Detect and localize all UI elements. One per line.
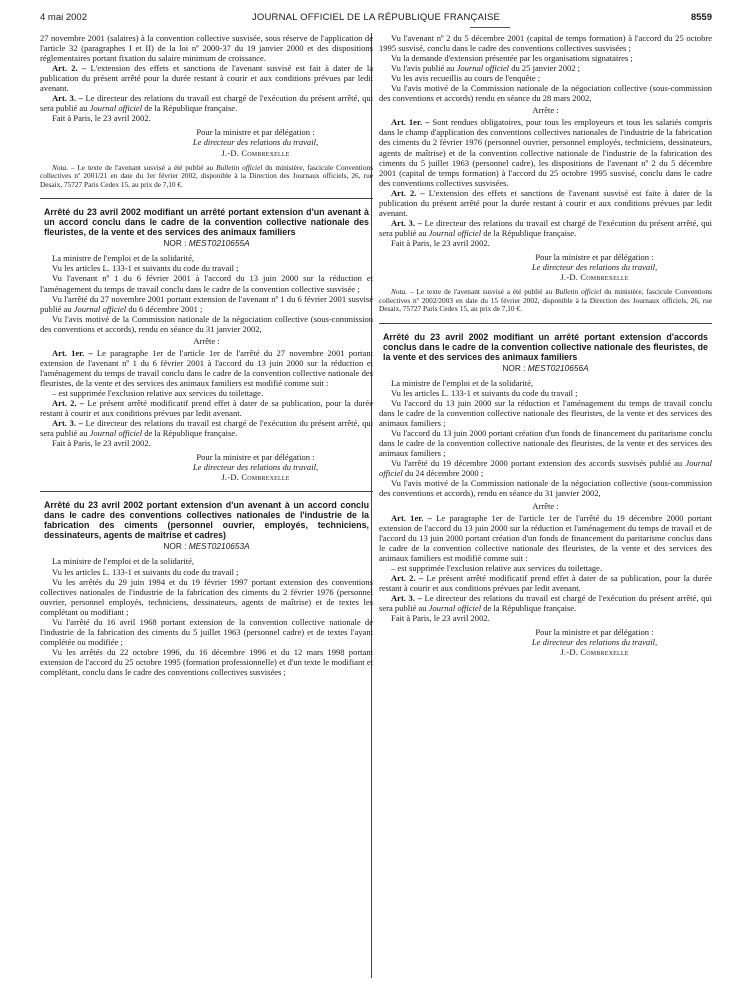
- paragraph: La ministre de l'emploi et de la solidarité,: [52, 253, 195, 264]
- paragraph: Vu les avis recueillis au cours de l'enquête ;: [391, 73, 541, 84]
- article: Art. 1er. – Le paragraphe 1er de l'article 1er de l'arrêté du 19 décembre 2000 portant extension de l'accord du 13 juin 2000 sur la réduction et l'aménagement du temps de travail et de l'accord du 13 juin 2000 portant création d'un fonds de financement du paritarisme conclus dans le cadre de la convention collective nationale des fleuristes, de la vente et des services des animaux familiers est modifié comme suit :: [379, 512, 712, 563]
- article: Art. 3. – Le directeur des relations du travail est chargé de l'exécution du présent arrêté, qui sera publié au Journal officiel de la République française.: [40, 93, 373, 114]
- paragraph: Vu la demande d'extension présentée par les organisations signataires ;: [391, 53, 633, 64]
- paragraph: Vu les articles L. 133-1 et suivants du code du travail ;: [391, 388, 578, 398]
- paragraph: Vu l'avis motivé de la Commission nationale de la négociation collective (sous-commission des conventions et accords), rendu en séance du 31 janvier 2002,: [379, 478, 712, 499]
- signature-block: Pour la ministre et par délégation : Le directeur des relations du travail, J.-D. Combrexelle: [192, 127, 319, 158]
- signing-place-date: Fait à Paris, le 23 avril 2002.: [52, 438, 151, 449]
- paragraph: Vu l'avis motivé de la Commission nationale de la négociation collective (sous-commission des conventions et accords) rendu en séance du 28 mars 2002,: [379, 83, 712, 104]
- section-separator: [379, 323, 712, 324]
- nota: Nota. – Le texte de l'avenant susvisé a été publié au Bulletin officiel du ministère, fascicule Conventions collectives nº 2001/21 en date du 1er février 2002, disponible à la Direction des Journaux officiels, 26, rue Desaix, 75727 Paris Cedex 15, au prix de 7,10 €.: [40, 162, 373, 189]
- paragraph: Vu l'avenant nº 1 du 6 février 2001 à l'accord du 13 juin 2000 sur la réduction et l'aménagement du temps de travail conclu dans le cadre de la convention collective susvisée ;: [40, 273, 373, 294]
- paragraph: Vu les articles L. 133-1 et suivants du code du travail ;: [52, 263, 239, 274]
- paragraph: Vu l'arrêté du 19 décembre 2000 portant extension des accords susvisés publié au Journal officiel du 24 décembre 2000 ;: [379, 458, 712, 479]
- header-date: 4 mai 2002: [40, 12, 88, 23]
- article: Art. 3. – Le directeur des relations du travail est chargé de l'exécution du présent arrêté, qui sera publié au Journal officiel de la République française.: [379, 592, 712, 613]
- section-separator: [40, 198, 373, 199]
- signature-block: Pour la ministre et par délégation : Le directeur des relations du travail, J.-D. Combrexelle: [531, 251, 658, 283]
- signature-block: Pour la ministre et par délégation : Le directeur des relations du travail, J.-D. Combrexelle: [192, 452, 319, 483]
- page-header: [40, 12, 712, 26]
- section-separator: [40, 491, 373, 492]
- article: Art. 3. – Le directeur des relations du travail est chargé de l'exécution du présent arrêté, qui sera publié au Journal officiel de la République française.: [40, 418, 373, 439]
- header-rule: [470, 27, 510, 28]
- list-item: – est supprimée l'exclusion relative aux services du toilettage.: [391, 562, 603, 573]
- article: Art. 2. – L'extension des effets et sanctions de l'avenant susvisé est faite à dater de la publication du présent arrêté pour la durée restant à courir et aux conditions prévues par ledit avenant.: [379, 187, 713, 218]
- paragraph: Vu l'accord du 13 juin 2000 portant création d'un fonds de financement du paritarisme conclu dans le cadre de la convention collective nationale des fleuristes, de la vente et des services des animaux familiers ;: [379, 428, 712, 459]
- article: Art. 1er. – Sont rendues obligatoires, pour tous les employeurs et tous les salariés compris dans le champ d'application des conventions collectives nationales de l'industrie de la fabrication des ciments du 2 février 1976 (personnel ouvrier, personnel employés, techniciens, dessinateurs, agents de maîtrise) et de la convention collective nationale de l'industrie de la fabrication des ciments du 5 juillet 1963 (personnel cadre), les dispositions de l'avenant nº 2 du 5 décembre 2001 (capital de temps formation) à l'accord du 25 octobre 1995 susvisé, conclu dans le cadre des conventions collectives susvisées.: [379, 117, 712, 188]
- signature-block: Pour la ministre et par délégation : Le directeur des relations du travail, J.-D. Combrexelle: [531, 627, 658, 658]
- paragraph: Vu les arrêtés du 29 juin 1994 et du 19 février 1997 portant extension des conventions collectives nationales de l'industrie de la fabrication des ciments du 2 février 1976 (personnel ouvrier, personnel employés, techniciens, dessinateurs, agents de maîtrise) et de textes les complétant ou modifiant ;: [40, 576, 373, 617]
- signing-place-date: Fait à Paris, le 23 avril 2002.: [391, 237, 490, 248]
- paragraph: Vu les arrêtés du 22 octobre 1996, du 16 décembre 1996 et du 12 mars 1998 portant extension de l'accord du 25 octobre 1995 (formation professionnelle) et d'un texte le modifiant et complétant, conclu dans le cadre des conventions collectives susvisées ;: [40, 646, 373, 677]
- arrete-heading: Arrête :: [532, 105, 559, 116]
- signing-place-date: Fait à Paris, le 23 avril 2002.: [52, 113, 151, 124]
- nor-reference: NOR : MEST0210653A: [163, 541, 250, 552]
- paragraph: La ministre de l'emploi et de la solidarité,: [52, 556, 195, 567]
- journal-title: JOURNAL OFFICIEL DE LA RÉPUBLIQUE FRANÇAISE: [251, 12, 501, 23]
- paragraph: Vu l'arrêté du 16 avril 1968 portant extension de la convention collective nationale de l'industrie de la fabrication des ciments du 5 juillet 1963 (personnel cadre) et de textes l'ayant complétée ou modifiée ;: [40, 616, 373, 647]
- paragraph: Vu l'avenant nº 2 du 5 décembre 2001 (capital de temps formation) à l'accord du 25 octobre 1995 susvisé, conclu dans le cadre des conventions collectives susvisées ;: [379, 33, 712, 54]
- arrete-heading: Arrête :: [532, 500, 559, 511]
- decree-title: Arrêté du 23 avril 2002 modifiant un arrêté portant extension d'un avenant à un accord conclu dans le cadre de la convention collective nationale des fleuristes, de la vente et des services des animaux familiers: [44, 207, 369, 238]
- nor-reference: NOR : MEST0210655A: [163, 238, 250, 249]
- paragraph: Vu l'arrêté du 27 novembre 2001 portant extension de l'avenant nº 1 du 6 février 2001 susvisé publié au Journal officiel du 6 décembre 2001 ;: [40, 293, 373, 314]
- paragraph: Vu les articles L. 133-1 et suivants du code du travail ;: [52, 566, 239, 577]
- paragraph: La ministre de l'emploi et de la solidarité,: [391, 377, 534, 388]
- article: Art. 3. – Le directeur des relations du travail est chargé de l'exécution du présent arrêté, qui sera publié au Journal officiel de la République française.: [379, 217, 712, 238]
- article: Art. 2. – L'extension des effets et sanctions de l'avenant susvisé est fait à dater de la publication du présent arrêté pour la durée restant à courir et aux conditions prévues par ledit avenant.: [40, 63, 373, 94]
- paragraph: 27 novembre 2001 (salaires) à la convention collective susvisée, sous réserve de l'application de l'article 32 (paragraphes I et II) de la loi nº 2000-37 du 19 janvier 2000 et des dispositions réglementaires portant fixation du salaire minimum de croissance.: [40, 33, 373, 64]
- left-column: [40, 33, 373, 677]
- article: Art. 2. – Le présent arrêté modificatif prend effet à dater de sa publication, pour la durée restant à courir et aux conditions prévues par ledit avenant.: [40, 398, 373, 419]
- paragraph: Vu l'accord du 13 juin 2000 sur la réduction et l'aménagement du temps de travail conclu dans le cadre de la convention collective nationale des fleuristes, de la vente et des services des animaux familiers ;: [379, 398, 712, 429]
- arrete-heading: Arrête :: [193, 335, 220, 346]
- paragraph: Vu l'avis publié au Journal officiel du 25 janvier 2002 ;: [391, 63, 581, 74]
- nor-reference: NOR : MEST0210656A: [502, 362, 589, 373]
- signing-place-date: Fait à Paris, le 23 avril 2002.: [391, 613, 490, 624]
- right-column: [379, 33, 712, 657]
- decree-title: Arrêté du 23 avril 2002 portant extension d'un avenant à un accord conclu dans le cadre des conventions collectives nationales de l'industrie de la fabrication des ciments (personnel ouvrier, employés, techniciens, dessinateurs, agents de maîtrise et cadres): [44, 500, 369, 541]
- article: Art. 2. – Le présent arrêté modificatif prend effet à dater de sa publication, pour la durée restant à courir et aux conditions prévues par ledit avenant.: [379, 572, 712, 593]
- nota: Nota. – Le texte de l'avenant susvisé a été publié au Bulletin officiel du ministère, fascicule Conventions collectives nº 2002/2003 en date du 15 février 2002, disponible à la Direction des Journaux officiels, 26, rue Desaix, 75727 Paris Cedex 15, au prix de 7,10 €.: [379, 287, 712, 314]
- list-item: – est supprimée l'exclusion relative aux services du toilettage.: [52, 388, 264, 398]
- paragraph: Vu l'avis motivé de la Commission nationale de la négociation collective (sous-commission des conventions et accords), rendu en séance du 31 janvier 2002,: [40, 313, 373, 334]
- decree-title: Arrêté du 23 avril 2002 modifiant un arrêté portant extension d'accords conclus dans le cadre de la convention collective nationale des fleuristes, de la vente et des services des animaux familiers: [383, 331, 708, 362]
- article: Art. 1er. – Le paragraphe 1er de l'article 1er de l'arrêté du 27 novembre 2001 portant extension de l'avenant nº 1 du 6 février 2001 à l'accord du 13 juin 2000 sur la réduction et l'aménagement du temps de travail conclu dans le cadre de la convention collective nationale des fleuristes, de la vente et des services des animaux familiers est modifié comme suit :: [40, 347, 373, 388]
- page-number: 8559: [690, 12, 712, 23]
